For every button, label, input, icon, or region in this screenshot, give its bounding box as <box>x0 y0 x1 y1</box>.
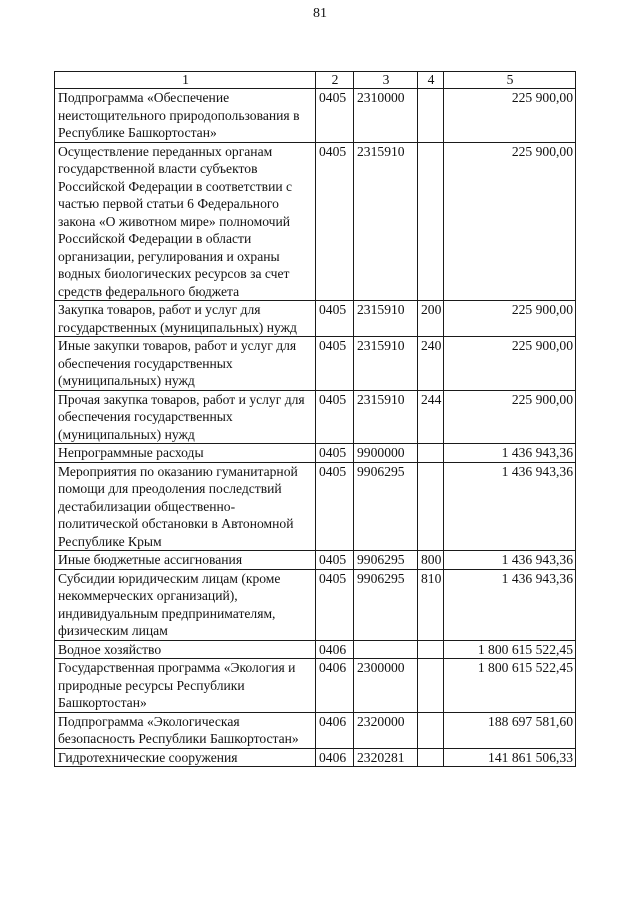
section-code: 0405 <box>316 462 354 551</box>
table-row <box>55 89 576 143</box>
amount: 1 436 943,36 <box>444 569 576 640</box>
table-row <box>55 551 576 570</box>
section-code: 0406 <box>316 640 354 659</box>
amount: 225 900,00 <box>444 142 576 301</box>
expense-type <box>418 748 444 767</box>
amount: 225 900,00 <box>444 301 576 337</box>
expense-type <box>418 444 444 463</box>
table-row <box>55 712 576 748</box>
table-row <box>55 444 576 463</box>
table-row <box>55 462 576 551</box>
section-code: 0405 <box>316 569 354 640</box>
expense-type <box>418 142 444 301</box>
item-name: Подпрограмма «Экологическая безопасность Республики Башкортостан» <box>55 712 316 748</box>
item-name: Иные бюджетные ассигнования <box>55 551 316 570</box>
article-code: 2310000 <box>354 89 418 143</box>
amount: 141 861 506,33 <box>444 748 576 767</box>
article-code: 2315910 <box>354 337 418 391</box>
header-cell: 3 <box>354 72 418 89</box>
expense-type <box>418 659 444 713</box>
section-code: 0405 <box>316 444 354 463</box>
item-name: Мероприятия по оказанию гуманитарной помощи для преодоления последствий дестабилизации общественно-политической обстановки в Автономной Республике Крым <box>55 462 316 551</box>
table-row <box>55 142 576 301</box>
expense-type: 244 <box>418 390 444 444</box>
header-cell: 2 <box>316 72 354 89</box>
amount: 225 900,00 <box>444 89 576 143</box>
item-name: Осуществление переданных органам государственной власти субъектов Российской Федерации в соответствии с частью первой статьи 6 Федерального закона «О животном мире» полномочий Российской Федерации в области организации, регулирования и охраны водных биологических ресурсов за счет средств федерального бюджета <box>55 142 316 301</box>
table-row <box>55 748 576 767</box>
article-code <box>354 640 418 659</box>
item-name: Государственная программа «Экология и природные ресурсы Республики Башкортостан» <box>55 659 316 713</box>
header-row <box>55 72 576 89</box>
section-code: 0406 <box>316 659 354 713</box>
expense-type: 240 <box>418 337 444 391</box>
expense-type <box>418 712 444 748</box>
table-row <box>55 640 576 659</box>
table-row <box>55 301 576 337</box>
section-code: 0405 <box>316 551 354 570</box>
section-code: 0405 <box>316 337 354 391</box>
section-code: 0405 <box>316 89 354 143</box>
item-name: Закупка товаров, работ и услуг для государственных (муниципальных) нужд <box>55 301 316 337</box>
item-name: Прочая закупка товаров, работ и услуг для обеспечения государственных (муниципальных) нужд <box>55 390 316 444</box>
amount: 188 697 581,60 <box>444 712 576 748</box>
expense-type <box>418 462 444 551</box>
page-number: 81 <box>313 6 327 21</box>
article-code: 9906295 <box>354 551 418 570</box>
section-code: 0406 <box>316 748 354 767</box>
table-row <box>55 569 576 640</box>
article-code: 2315910 <box>354 142 418 301</box>
item-name: Водное хозяйство <box>55 640 316 659</box>
item-name: Непрограммные расходы <box>55 444 316 463</box>
expense-type <box>418 640 444 659</box>
amount: 1 436 943,36 <box>444 551 576 570</box>
section-code: 0406 <box>316 712 354 748</box>
amount: 1 436 943,36 <box>444 444 576 463</box>
expense-type: 800 <box>418 551 444 570</box>
section-code: 0405 <box>316 301 354 337</box>
table-row <box>55 337 576 391</box>
budget-table <box>54 71 576 767</box>
header-cell: 5 <box>444 72 576 89</box>
item-name: Субсидии юридическим лицам (кроме некоммерческих организаций), индивидуальным предпринимателям, физическим лицам <box>55 569 316 640</box>
item-name: Подпрограмма «Обеспечение неистощительного природопользования в Республике Башкортостан» <box>55 89 316 143</box>
table-row <box>55 390 576 444</box>
article-code: 2300000 <box>354 659 418 713</box>
expense-type: 810 <box>418 569 444 640</box>
article-code: 9906295 <box>354 569 418 640</box>
amount: 225 900,00 <box>444 337 576 391</box>
article-code: 2315910 <box>354 390 418 444</box>
expense-type: 200 <box>418 301 444 337</box>
amount: 1 800 615 522,45 <box>444 659 576 713</box>
amount: 1 800 615 522,45 <box>444 640 576 659</box>
section-code: 0405 <box>316 142 354 301</box>
header-cell: 1 <box>55 72 316 89</box>
section-code: 0405 <box>316 390 354 444</box>
article-code: 2315910 <box>354 301 418 337</box>
article-code: 9906295 <box>354 462 418 551</box>
article-code: 2320000 <box>354 712 418 748</box>
amount: 1 436 943,36 <box>444 462 576 551</box>
item-name: Иные закупки товаров, работ и услуг для обеспечения государственных (муниципальных) нужд <box>55 337 316 391</box>
table-row <box>55 659 576 713</box>
item-name: Гидротехнические сооружения <box>55 748 316 767</box>
article-code: 9900000 <box>354 444 418 463</box>
amount: 225 900,00 <box>444 390 576 444</box>
expense-type <box>418 89 444 143</box>
header-cell: 4 <box>418 72 444 89</box>
article-code: 2320281 <box>354 748 418 767</box>
